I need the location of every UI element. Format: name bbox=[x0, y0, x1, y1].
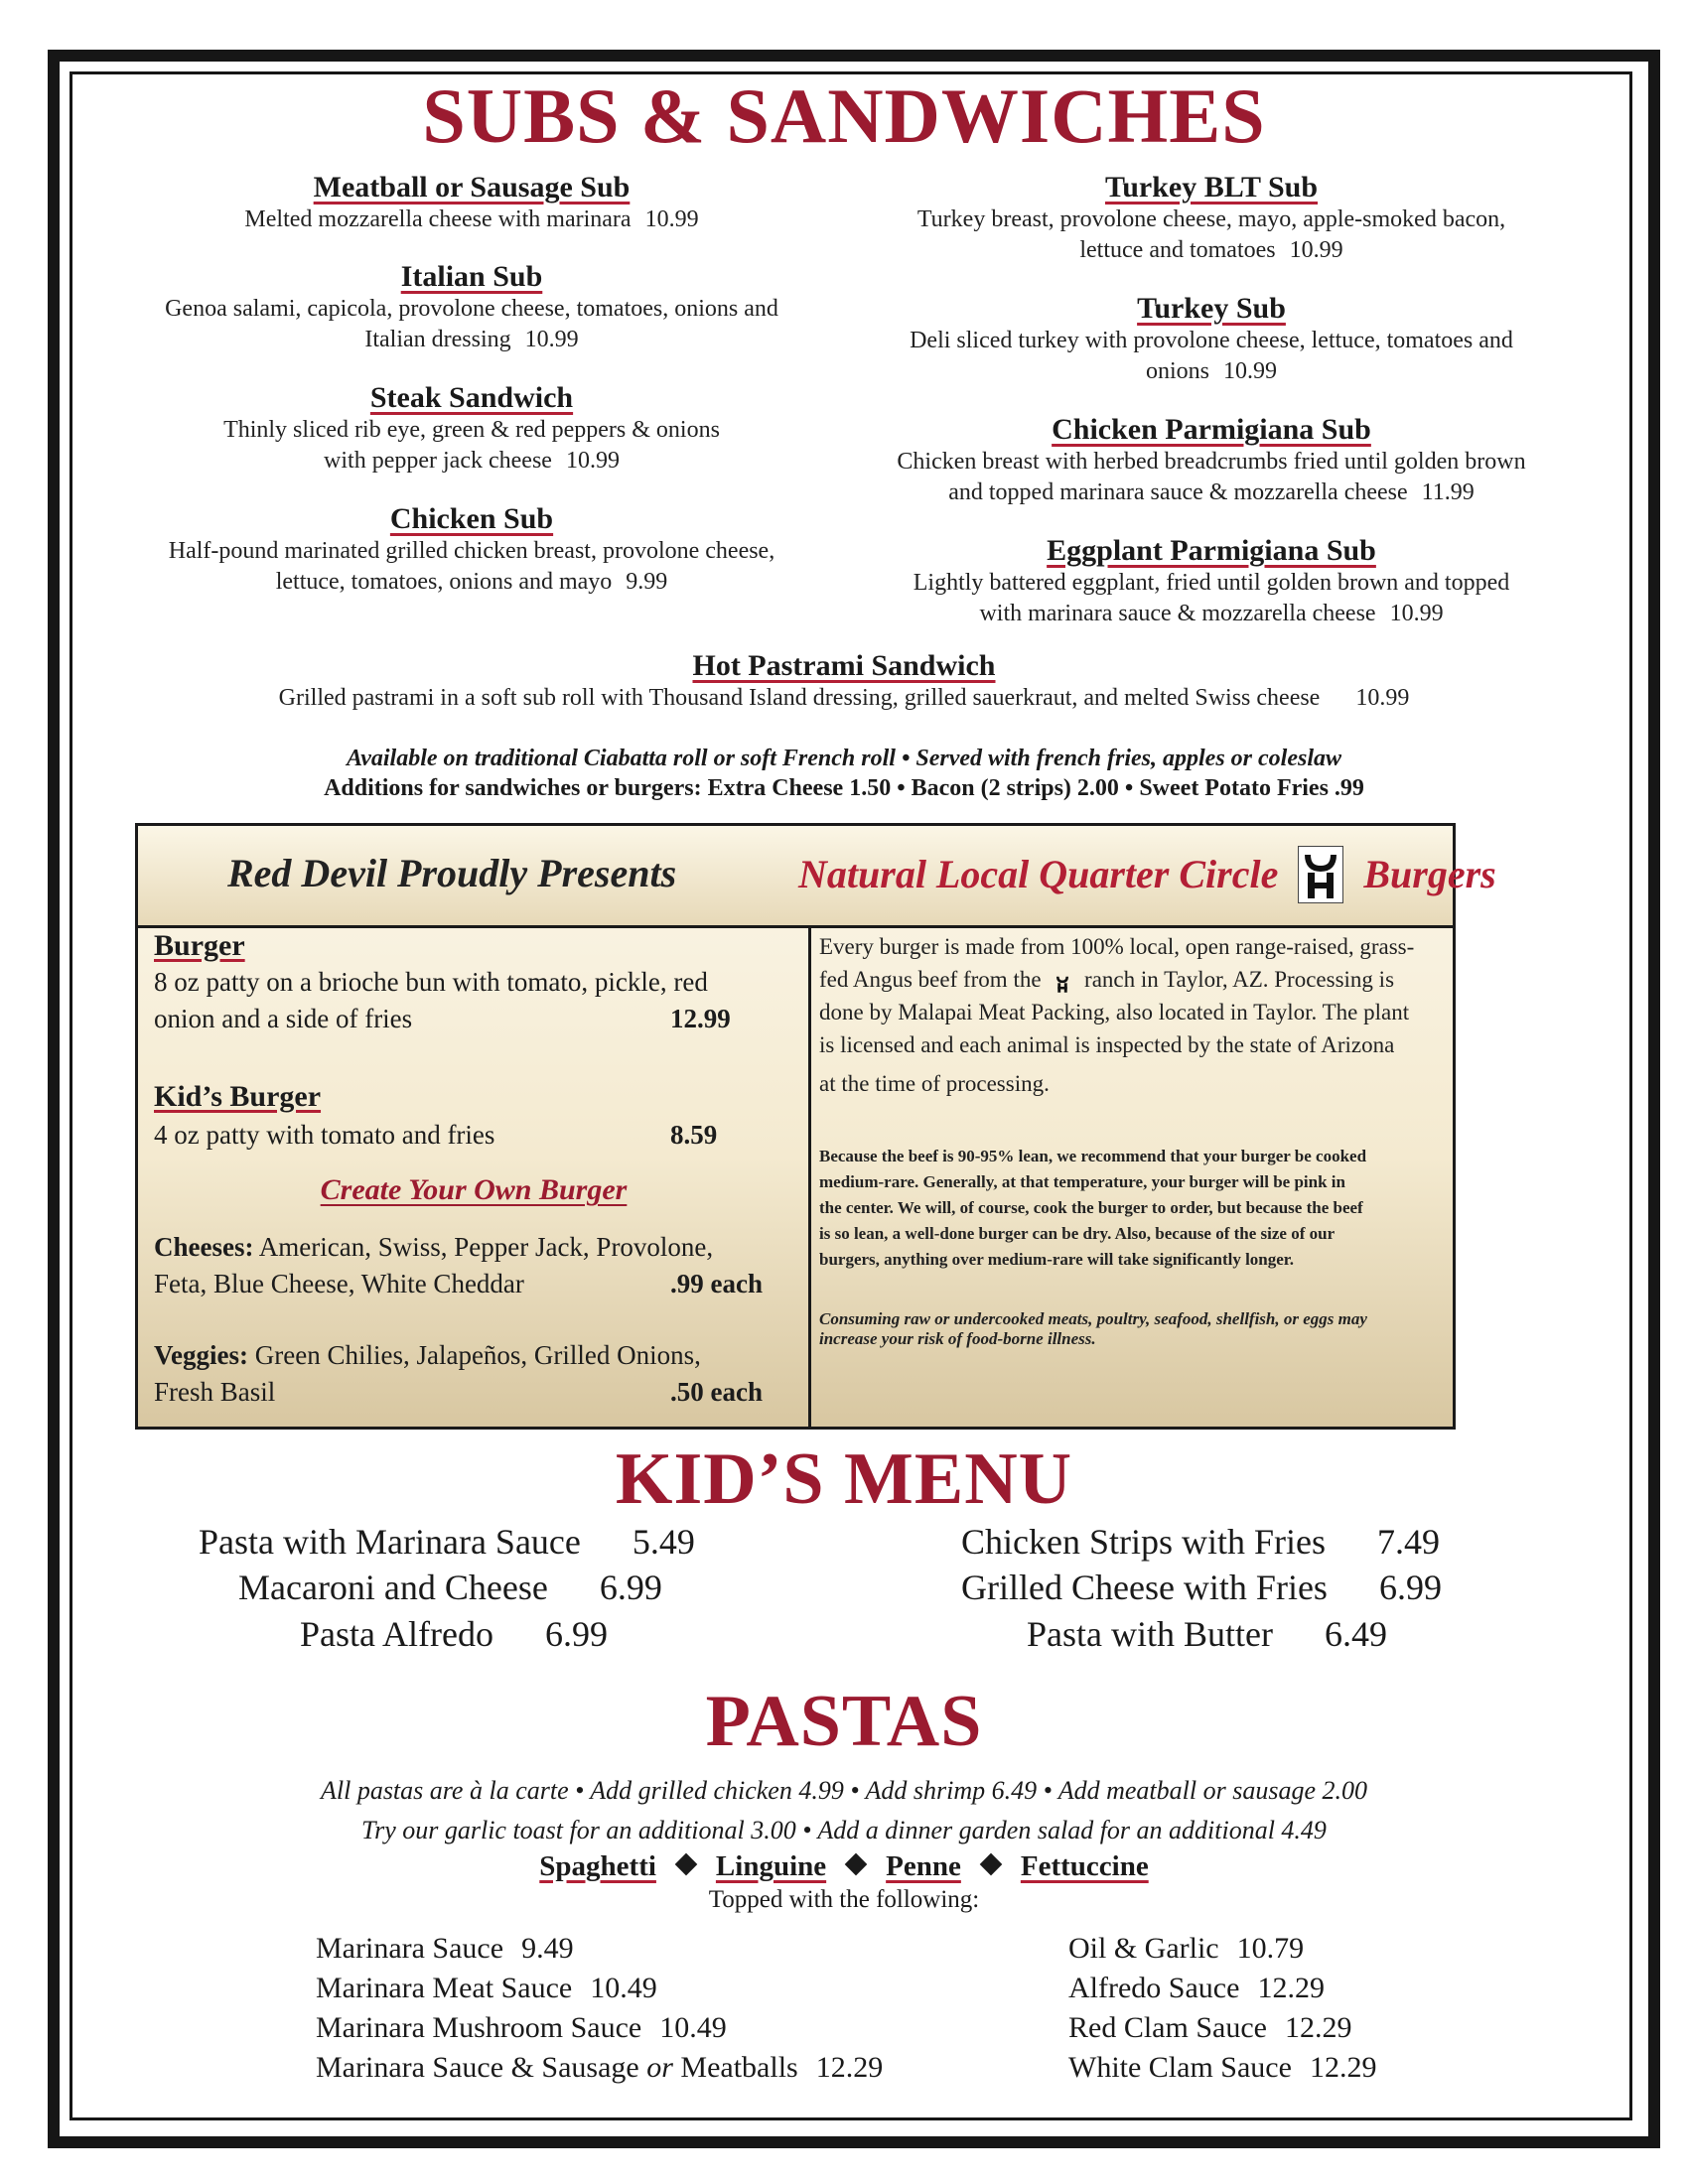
create-your-own-title: Create Your Own Burger bbox=[320, 1173, 628, 1206]
sub-desc: Half-pound marinated grilled chicken breast, provolone cheese, bbox=[168, 538, 775, 564]
subs-title: SUBS & SANDWICHES bbox=[422, 72, 1266, 159]
sub-desc: Chicken breast with herbed breadcrumbs fried until golden brown bbox=[897, 449, 1526, 475]
sub-desc: onions bbox=[1145, 358, 1209, 384]
sub-price: 9.99 bbox=[626, 569, 668, 595]
diamond-separator-icon bbox=[675, 1853, 698, 1876]
sub-desc: Italian dressing bbox=[364, 327, 511, 352]
sub-name: Turkey Sub bbox=[1137, 292, 1286, 325]
sub-price: 10.99 bbox=[644, 206, 699, 232]
sub-name: Chicken Parmigiana Sub bbox=[1052, 413, 1371, 446]
kids-item: Pasta with Marinara Sauce 5.49 bbox=[199, 1522, 695, 1562]
burger-about-text: Every burger is made from 100% local, open range-raised, grass- fed Angus beef from the ranch in Taylor, AZ. Processing is done by Malapai Meat Packing, also located in Taylor. The plant is licensed and each animal is inspected by the state of Arizona at the time of processing. bbox=[819, 934, 1415, 1096]
sub-price: 10.99 bbox=[1389, 601, 1444, 626]
burger-header-right-text: Natural Local Quarter Circle bbox=[798, 852, 1279, 897]
pasta-topped-note: Topped with the following: bbox=[708, 1886, 980, 1913]
pasta-note-1: All pastas are à la carte • Add grilled chicken 4.99 • Add shrimp 6.49 • Add meatball or sausage 2.00 bbox=[320, 1776, 1367, 1805]
sub-name: Hot Pastrami Sandwich bbox=[692, 649, 996, 682]
quarter-circle-h-brand-icon bbox=[1298, 846, 1343, 903]
kids-burger-name: Kid’s Burger bbox=[154, 1080, 322, 1113]
sub-price: 11.99 bbox=[1421, 479, 1475, 505]
quarter-circle-h-small-icon bbox=[1055, 971, 1070, 993]
pasta-types bbox=[0, 1850, 1688, 1883]
cheeses-price: .99 each bbox=[670, 1269, 763, 1298]
veggies-line-1: Veggies: Green Chilies, Jalapeños, Grilled Onions, bbox=[154, 1340, 701, 1370]
veggies-line-2: Fresh Basil .50 each bbox=[154, 1374, 799, 1411]
pasta-sauce-item: Red Clam Sauce 12.29 bbox=[1068, 2011, 1352, 2044]
sub-name: Steak Sandwich bbox=[369, 381, 574, 414]
sub-name: Turkey BLT Sub bbox=[1104, 171, 1319, 204]
pasta-type: Penne bbox=[886, 1850, 961, 1882]
pasta-type: Spaghetti bbox=[539, 1850, 656, 1882]
diamond-separator-icon bbox=[980, 1853, 1003, 1876]
sub-price: 10.99 bbox=[1355, 685, 1410, 711]
pasta-note-2: Try our garlic toast for an additional 3.00 • Add a dinner garden salad for an additional 4.49 bbox=[361, 1816, 1327, 1844]
kids-burger-price: 8.59 bbox=[670, 1120, 718, 1150]
sub-name: Chicken Sub bbox=[389, 502, 554, 535]
burger-price: 12.99 bbox=[670, 1004, 731, 1033]
burger-item-desc: 8 oz patty on a brioche bun with tomato, pickle, red bbox=[154, 967, 708, 997]
veggies-price: .50 each bbox=[670, 1377, 763, 1407]
burger-header-right bbox=[798, 850, 1496, 907]
burger-item-name: Burger bbox=[154, 929, 245, 962]
sub-desc: Lightly battered eggplant, fried until golden brown and topped bbox=[913, 570, 1510, 596]
pasta-sauce-item: Marinara Meat Sauce 10.49 bbox=[316, 1972, 657, 2004]
pasta-sauce-item: Oil & Garlic 10.79 bbox=[1068, 1932, 1305, 1965]
sub-desc: Deli sliced turkey with provolone cheese, lettuce, tomatoes and bbox=[910, 328, 1513, 353]
additions-note: Additions for sandwiches or burgers: Extra Cheese 1.50 • Bacon (2 strips) 2.00 • Sweet Potato Fries .99 bbox=[324, 775, 1364, 801]
sub-item bbox=[109, 381, 834, 477]
burger-panel-header bbox=[138, 826, 1496, 928]
sub-desc: lettuce, tomatoes, onions and mayo bbox=[275, 569, 613, 595]
pasta-type: Fettuccine bbox=[1020, 1850, 1149, 1882]
pasta-sauce-item: Marinara Sauce & Sausage or Meatballs 12.29 bbox=[316, 2051, 884, 2084]
cheeses-line-2: Feta, Blue Cheese, White Cheddar .99 each bbox=[154, 1266, 799, 1302]
diamond-separator-icon bbox=[845, 1853, 868, 1876]
sub-name: Italian Sub bbox=[400, 260, 543, 293]
sub-price: 10.99 bbox=[1289, 237, 1343, 263]
pasta-sauce-item: White Clam Sauce 12.29 bbox=[1068, 2051, 1377, 2084]
kids-item: Macaroni and Cheese 6.99 bbox=[238, 1568, 662, 1607]
sub-price: 10.99 bbox=[565, 448, 620, 474]
burger-header-left: Red Devil Proudly Presents bbox=[227, 851, 677, 895]
burger-item-desc-2: onion and a side of fries 12.99 bbox=[154, 1001, 799, 1037]
sub-item bbox=[839, 413, 1584, 508]
kids-item: Grilled Cheese with Fries 6.99 bbox=[961, 1568, 1442, 1607]
sub-desc: lettuce and tomatoes bbox=[1079, 237, 1276, 263]
sub-desc: Genoa salami, capicola, provolone cheese, tomatoes, onions and bbox=[165, 296, 778, 322]
sub-desc: Thinly sliced rib eye, green & red peppers & onions bbox=[223, 417, 720, 443]
pasta-type: Linguine bbox=[715, 1850, 827, 1882]
sub-desc: Turkey breast, provolone cheese, mayo, apple-smoked bacon, bbox=[916, 206, 1506, 232]
kids-menu-title: KID’S MENU bbox=[615, 1438, 1073, 1520]
sub-item bbox=[839, 171, 1584, 266]
sub-desc: Grilled pastrami in a soft sub roll with Thousand Island dressing, grilled sauerkraut, and melted Swiss cheese bbox=[278, 685, 1321, 711]
sub-item bbox=[109, 171, 834, 235]
kids-burger-desc: 4 oz patty with tomato and fries 8.59 bbox=[154, 1117, 799, 1154]
pasta-sauce-item: Marinara Sauce 9.49 bbox=[316, 1932, 574, 1965]
sub-name: Meatball or Sausage Sub bbox=[313, 171, 631, 204]
sub-item bbox=[109, 260, 834, 355]
lean-beef-note: Because the beef is 90-95% lean, we recommend that your burger be cooked medium-rare. Generally, at that temperature, your burger will be pink in the center. We will, of course, cook the burger to order, but because the beef is so lean, a well-done burger can be dry. Also, because of the size of our burgers, anything over medium-rare will take significantly longer. bbox=[819, 1147, 1367, 1269]
sub-item bbox=[839, 534, 1584, 629]
kids-item: Chicken Strips with Fries 7.49 bbox=[961, 1522, 1440, 1562]
sub-item-hot-pastrami bbox=[99, 649, 1589, 714]
bread-availability-note: Available on traditional Ciabatta roll or soft French roll • Served with french fries, apples or coleslaw bbox=[346, 746, 1341, 771]
pasta-sauce-item: Alfredo Sauce 12.29 bbox=[1068, 1972, 1325, 2004]
pastas-title: PASTAS bbox=[705, 1681, 983, 1762]
sub-price: 10.99 bbox=[524, 327, 579, 352]
kids-item: Pasta with Butter 6.49 bbox=[1027, 1614, 1387, 1654]
burger-panel bbox=[135, 823, 1496, 1430]
pasta-sauce-item: Marinara Mushroom Sauce 10.49 bbox=[316, 2011, 727, 2044]
cheeses-line-1: Cheeses: American, Swiss, Pepper Jack, Provolone, bbox=[154, 1232, 714, 1262]
sub-desc: with pepper jack cheese bbox=[324, 448, 552, 474]
sub-desc: and topped marinara sauce & mozzarella cheese bbox=[948, 479, 1408, 505]
sub-price: 10.99 bbox=[1223, 358, 1277, 384]
burger-header-right-text: Burgers bbox=[1363, 852, 1496, 897]
sub-item bbox=[109, 502, 834, 598]
sub-desc: with marinara sauce & mozzarella cheese bbox=[979, 601, 1376, 626]
sub-item bbox=[839, 292, 1584, 387]
sub-name: Eggplant Parmigiana Sub bbox=[1047, 534, 1376, 567]
raw-food-warning: Consuming raw or undercooked meats, poultry, seafood, shellfish, or eggs may increase your risk of food-borne illness. bbox=[819, 1309, 1367, 1348]
kids-item: Pasta Alfredo 6.99 bbox=[300, 1614, 608, 1654]
sub-desc: Melted mozzarella cheese with marinara bbox=[244, 206, 632, 232]
